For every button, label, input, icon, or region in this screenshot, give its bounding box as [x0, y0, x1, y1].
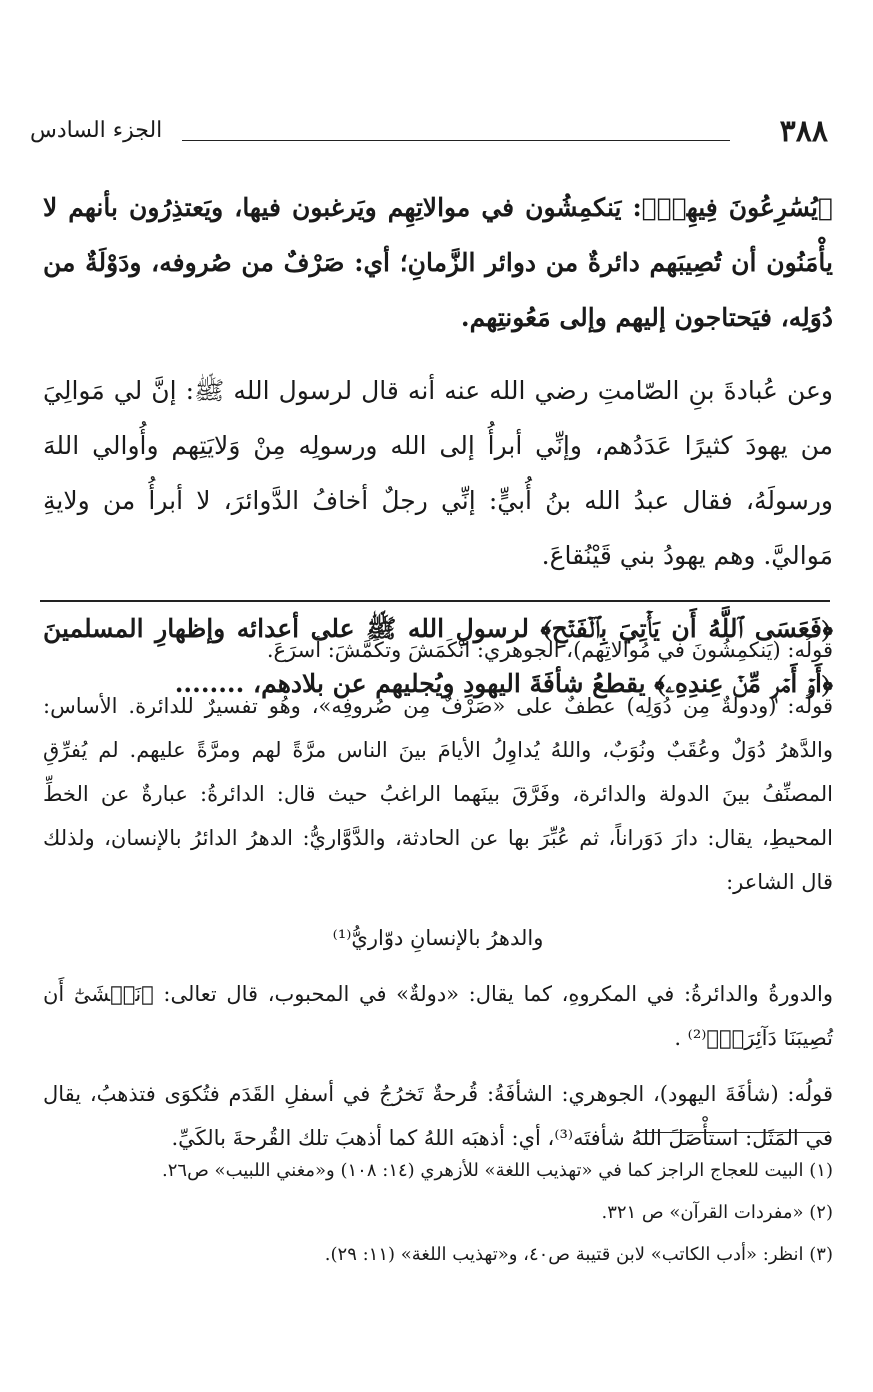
commentary-note-4: قولُه: (شأفَةَ اليهود)، الجوهري: الشأفَةُ: قُرحةٌ تَخرُجُ في أسفلِ القَدَم فتُكوَى فتذهبُ، يقال في المَثَل: استأْصَلَ اللهُ شأفتَه⁽³⁾، أي: أذهبَه اللهُ كما أذهبَ تلك القُرحةَ بالكَيِّ.	[43, 1082, 833, 1150]
main-paragraph-3: ﴿فَعَسَى ٱللَّهُ أَن يَأۡتِيَ بِٱلۡفَتۡحِ﴾ لرسولِ الله ﷺ على أعدائه وإظهارِ المسلمينَ ﴿أَوۡ أَمۡرٖ مِّنۡ عِندِهِۦ﴾ يقطعُ شأفَةَ اليهودِ ويُجليهم عن بلادهم، ........	[43, 614, 833, 698]
main-paragraph-2: وعن عُبادةَ بنِ الصّامتِ رضي الله عنه أنه قال لرسول الله ﷺ: إنَّ لي مَوالِيَ من يهودَ كثيرًا عَدَدُهم، وإنِّي أبرأُ إلى الله ورسولِه مِنْ وَلايَتِهم وأُوالي اللهَ ورسولَهُ، فقال عبدُ الله بنُ أُبيٍّ: إنِّي رجلٌ أخافُ الدَّوائرَ، لا أبرأُ من ولايةِ مَواليَّ. وهم يهودُ بني قَيْنُقاعَ.	[43, 376, 833, 570]
footnote-1: (١) البيت للعجاج الراجز كما في «تهذيب اللغة» للأزهري (١٤: ١٠٨) و«مغني اللبيب» ص٢٦.	[162, 1160, 833, 1181]
commentary-note-1: قولُه: (يَنكمِشُونَ في مُوالاتِهم)، الجوهري: انْكَمَشَ وتكَمَّشَ: أسرَعَ.	[266, 638, 833, 662]
footnote-3: (٣) انظر: «أدب الكاتب» لابن قتيبة ص٤٠، و«تهذيب اللغة» (١١: ٢٩).	[324, 1244, 833, 1265]
footnote-rule	[638, 1132, 830, 1133]
header-rule	[182, 140, 730, 141]
commentary-separator	[40, 600, 830, 602]
page-number: ٣٨٨	[779, 114, 828, 149]
running-title: الجزء السادس	[30, 118, 163, 143]
poetry-verse: والدهرُ بالإنسانِ دوّاريُّ⁽¹⁾	[332, 926, 544, 950]
footnote-2: (٢) «مفردات القرآن» ص ٣٢١.	[601, 1202, 833, 1223]
main-paragraph-1: ﴿يُسَٰرِعُونَ فِيهِمۡ﴾: يَنكمِشُون في موالاتِهِم ويَرغبون فيها، ويَعتذِرُون بأنهم لا يأْمَنُون أن تُصِيبَهم دائرةٌ من دوائر الزَّمانِ؛ أي: صَرْفٌ من صُروفه، ودَوْلَةٌ من دُوَلِه، فيَحتاجون إليهم وإلى مَعُونتِهم.	[43, 193, 833, 332]
commentary-note-3: والدورةُ والدائرةُ: في المكروهِ، كما يقال: «دولةٌ» في المحبوب، قال تعالى: ﴿نَخۡشَىٰٓ أَن تُصِيبَنَا دَآئِرَةٞ﴾⁽²⁾ .	[43, 982, 833, 1050]
commentary-note-2: قولُه: (ودولةٌ مِن دُوَلِه) عطفٌ على «صَرْفٌ مِن صُروفِه»، وهُو تفسيرٌ للدائرة. الأساس: والدَّهرُ دُوَلٌ وعُقَبٌ ونُوَبٌ، واللهُ يُداوِلُ الأيامَ بينَ الناس مرَّةً لهم ومرَّةً عليهم. لم يُفرِّقِ المصنِّفُ بينَ الدولة والدائرة، وفَرَّقَ بينَهما الراغبُ حيث قال: الدائرةُ: عبارةٌ عن الخطِّ المحيطِ، يقال: دارَ دَوَراناً، ثم عُبِّرَ بها عن الحادثة، والدَّوَّاريُّ: الدهرُ الدائرُ بالإنسان، ولذلك قال الشاعر:	[43, 694, 833, 894]
footnotes	[43, 1150, 833, 1276]
commentary	[43, 628, 833, 1172]
page-header	[30, 112, 828, 152]
